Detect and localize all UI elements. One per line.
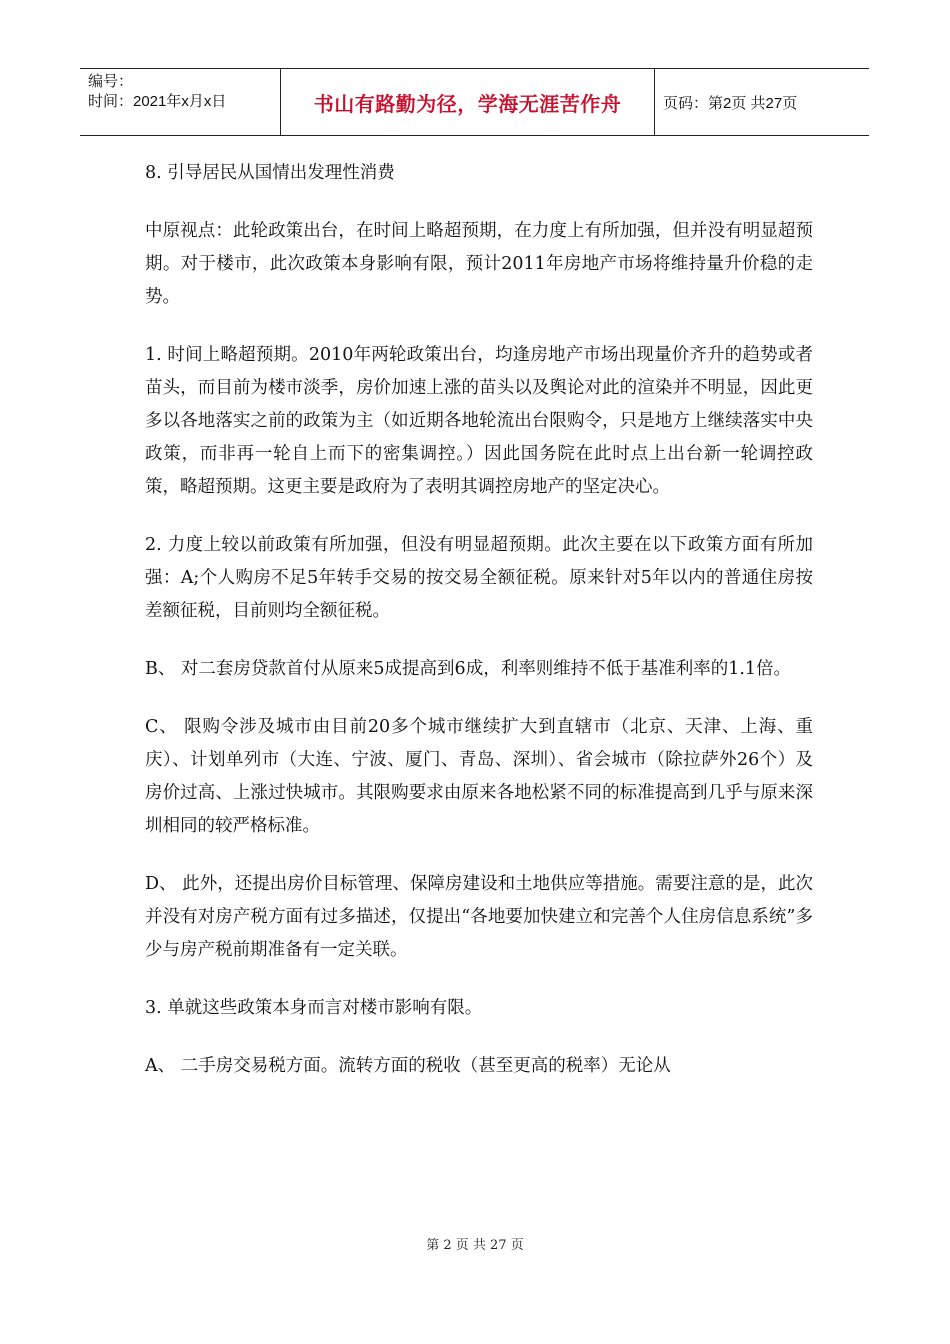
paragraph-viewpoint: 中原视点：此轮政策出台，在时间上略超预期，在力度上有所加强，但并没有明显超预期。对于楼市，此次政策本身影响有限，预计2011年房地产市场将维持量升价稳的走势。 <box>145 221 813 307</box>
paragraph-point-2: 2. 力度上较以前政策有所加强，但没有明显超预期。此次主要在以下政策方面有所加强：A;个人购房不足5年转手交易的按交易全额征税。原来针对5年以内的普通住房按差额征税，目前则均全额征税。 <box>145 535 813 621</box>
page-header <box>80 68 869 136</box>
page-footer: 第 2 页 共 27 页 <box>426 1238 524 1253</box>
document-number-label: 编号： <box>88 73 134 90</box>
paragraph-point-b: B、 对二套房贷款首付从原来5成提高到6成，利率则维持不低于基准利率的1.1倍。 <box>145 659 792 679</box>
paragraph-point-a: A、 二手房交易税方面。流转方面的税收（甚至更高的税率）无论从 <box>145 1056 671 1076</box>
header-page-info: 页码：第2页 共27页 <box>663 94 798 112</box>
document-body <box>145 157 813 1108</box>
document-time-label: 时间：2021年x月x日 <box>88 93 227 110</box>
header-motto: 书山有路勤为径，学海无涯苦作舟 <box>281 69 655 135</box>
header-meta <box>80 69 281 135</box>
paragraph-point-1: 1. 时间上略超预期。2010年两轮政策出台，均逢房地产市场出现量价齐升的趋势或者苗头，而目前为楼市淡季，房价加速上涨的苗头以及舆论对此的渲染并不明显，因此更多以各地落实之前的政策为主（如近期各地轮流出台限购令，只是地方上继续落实中央政策，而非再一轮自上而下的密集调控。）因此国务院在此时点上出台新一轮调控政策，略超预期。这更主要是政府为了表明其调控房地产的坚定决心。 <box>145 345 813 497</box>
paragraph-item-8: 8. 引导居民从国情出发理性消费 <box>145 163 395 183</box>
paragraph-point-3: 3. 单就这些政策本身而言对楼市影响有限。 <box>145 998 483 1018</box>
paragraph-point-c: C、 限购令涉及城市由目前20多个城市继续扩大到直辖市（北京、天津、上海、重庆）、计划单列市（大连、宁波、厦门、青岛、深圳）、省会城市（除拉萨外26个）及房价过高、上涨过快城市。其限购要求由原来各地松紧不同的标准提高到几乎与原来深圳相同的较严格标准。 <box>145 717 813 836</box>
paragraph-point-d: D、 此外，还提出房价目标管理、保障房建设和土地供应等措施。需要注意的是，此次并没有对房产税方面有过多描述，仅提出“各地要加快建立和完善个人住房信息系统”多少与房产税前期准备有一定关联。 <box>145 874 813 960</box>
